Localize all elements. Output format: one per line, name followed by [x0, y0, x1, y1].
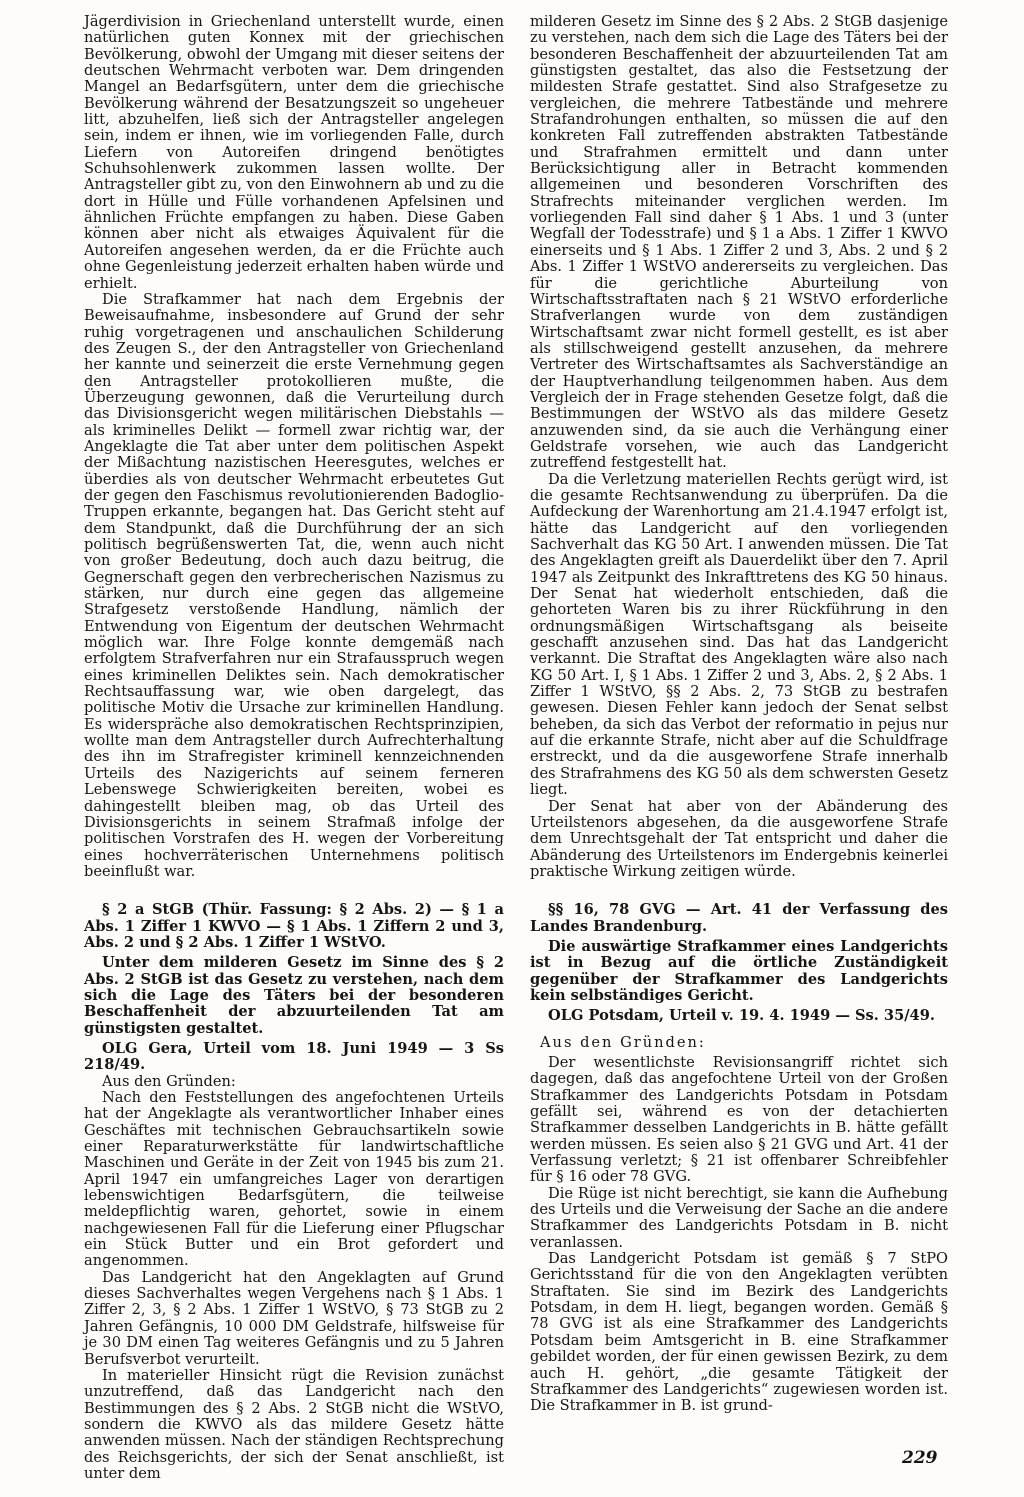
paragraph: Der wesentlichste Revisionsangriff richtet sich dagegen, daß das angefochtene Urteil von der Großen Strafkammer des Landgerichts Potsdam in Potsdam gefällt sei, während es von der detachierten Strafkammer desselben Landgerichts in B. hätte gefällt werden müssen. Es seien also § 21 GVG und Art. 41 der Verfassung verletzt; § 21 ist offenbarer Schreibfehler für § 16 oder 78 GVG. [530, 1053, 948, 1186]
paragraph: In materieller Hinsicht rügt die Revision zunächst unzutreffend, daß das Landgericht nach den Bestimmungen des § 2 Abs. 2 StGB nicht die WStVO, sondern die KWVO als das mildere Gesetz hätte anwenden müssen. Nach der ständigen Rechtsprechung des Reichsgerichts, der sich der Senat anschließt, ist unter dem [84, 1366, 504, 1482]
case-headnote: Unter dem milderen Gesetz im Sinne des § 2 Abs. 2 StGB ist das Gesetz zu verstehen, nach dem sich die Lage des Täters bei der besonderen Beschaffenheit der abzuurteilenden Tat am günstigsten gestaltet. [84, 954, 504, 1037]
paragraph: Nach den Feststellungen des angefochtenen Urteils hat der Angeklagte als verantwortlicher Inhaber eines Geschäftes mit technischen Gebrauchsartikeln sowie einer Reparaturwerkstätte für landwirtschaftliche Maschinen und Geräte in der Zeit von 1945 bis zum 21. April 1947 ein umfangreiches Lager von derartigen lebenswichtigen Bedarfsgütern, die teilweise meldepflichtig waren, gehortet, sowie in einem nachgewiesenen Fall für die Lieferung einer Pflugschar ein Stück Butter und ein Brot gefordert und angenommen. [84, 1089, 504, 1270]
right-column [530, 14, 948, 1415]
paragraph: milderen Gesetz im Sinne des § 2 Abs. 2 StGB dasjenige zu verstehen, nach dem sich die Lage des Täters bei der besonderen Beschaffenheit der abzuurteilenden Tat am günstigsten gestaltet, das also die Festsetzung der mildesten Strafe gestattet. Sind also Strafgesetze zu vergleichen, die mehrere Tatbestände und mehrere Strafandrohungen enthalten, so müssen die auf den konkreten Fall zutreffenden abstrakten Tatbestände und Strafrahmen ermittelt und dann unter Berücksichtigung aller in Betracht kommenden allgemeinen und besonderen Vorschriften des Strafrechts miteinander verglichen werden. Im vorliegenden Fall sind daher § 1 Abs. 1 und 3 (unter Wegfall der Todesstrafe) und § 1 a Abs. 1 Ziffer 1 KWVO einerseits und § 1 Abs. 1 Ziffer 2 und 3, Abs. 2 und § 2 Abs. 1 Ziffer 1 WStVO andererseits zu vergleichen. Das für die gerichtliche Aburteilung von Wirtschaftsstraftaten nach § 21 WStVO erforderliche Strafverlangen wurde von dem zuständigen Wirtschaftsamt zwar nicht formell gestellt, es ist aber als stillschweigend gestellt anzusehen, da mehrere Vertreter des Wirtschaftsamtes als Sachverständige an der Hauptverhandlung teilgenommen haben. Aus dem Vergleich der in Frage stehenden Gesetze folgt, daß die Bestimmungen der WStVO als das mildere Gesetz anzuwenden sind, da sie auch die Verhängung einer Geldstrafe vorsehen, wie auch das Landgericht zutreffend festgestellt hat. [530, 13, 948, 472]
paragraph: Die Strafkammer hat nach dem Ergebnis der Beweisaufnahme, insbesondere auf Grund der sehr ruhig vorgetragenen und anschaulichen Schilderung des Zeugen S., der den Antragsteller von Griechenland her kannte und seinerzeit die erste Vernehmung gegen den Antragsteller protokollieren mußte, die Überzeugung gewonnen, daß die Verurteilung durch das Divisionsgericht wegen militärischen Diebstahls — als kriminelles Delikt — formell zwar richtig war, der Angeklagte die Tat aber unter dem politischen Aspekt der Mißachtung nazistischen Heeresgutes, welches er überdies als von deutscher Wehrmacht erbeutetes Gut der gegen den Faschismus revolutionierenden Badoglio-Truppen erkannte, begangen hat. Das Gericht steht auf dem Standpunkt, daß die Durchführung der an sich politisch begrüßenswerten Tat, die, wenn auch nicht von großer Bedeutung, doch auch dazu beitrug, die Gegnerschaft gegen den verbrecherischen Nazismus zu stärken, nur durch eine gegen das allgemeine Strafgesetz verstoßende Handlung, nämlich der Entwendung von Eigentum der deutschen Wehrmacht möglich war. Ihre Folge konnte demgemäß nach erfolgtem Strafverfahren nur ein Strafausspruch wegen eines kriminellen Deliktes sein. Nach demokratischer Rechtsauffassung war, wie oben dargelegt, das politische Motiv die Ursache zur kriminellen Handlung. Es widerspräche also demokratischen Rechtsprinzipien, wollte man dem Antragsteller durch Aufrechterhaltung des ihn im Strafregister kriminell kennzeichnenden Urteils des Nazigerichts auf seinem ferneren Lebenswege Schwierigkeiten bereiten, wobei es dahingestellt bleiben mag, ob das Urteil des Divisionsgerichts in seinem Strafmaß infolge der politischen Vorstrafen des H. wegen der Vorbereitung eines hochverräterischen Unternehmens politisch beeinflußt war. [84, 290, 504, 880]
court-citation: OLG Potsdam, Urteil v. 19. 4. 1949 — Ss. 35/49. [548, 1007, 935, 1025]
page-number: 229 [902, 1448, 938, 1468]
subheading: Aus den Gründen: [102, 1072, 236, 1090]
paragraph: Da die Verletzung materiellen Rechts gerügt wird, ist die gesamte Rechtsanwendung zu überprüfen. Da die Aufdeckung der Warenhortung am 21.4.1947 erfolgt ist, hätte das Landgericht auf den vorliegenden Sachverhalt das KG 50 Art. I anwenden müssen. Die Tat des Angeklagten greift als Dauerdelikt über den 7. April 1947 als Zeitpunkt des Inkrafttretens des KG 50 hinaus. Der Senat hat wiederholt entschieden, daß die gehorteten Waren bis zu ihrer Rückführung in den ordnungsmäßigen Wirtschaftsgang als beiseite geschafft anzusehen sind. Das hat das Landgericht verkannt. Die Straftat des Angeklagten wäre also nach KG 50 Art. I, § 1 Abs. 1 Ziffer 2 und 3, Abs. 2, § 2 Abs. 1 Ziffer 1 WStVO, §§ 2 Abs. 2, 73 StGB zu bestrafen gewesen. Diesen Fehler kann jedoch der Senat selbst beheben, da sich das Verbot der reformatio in pejus nur auf die erkannte Strafe, nicht aber auf die Schuldfrage erstreckt, und da die ausgeworfene Strafe innerhalb des Strafrahmens des KG 50 als dem schwersten Gesetz liegt. [530, 470, 948, 799]
case-heading: §§ 16, 78 GVG — Art. 41 der Verfassung des Landes Brandenburg. [530, 901, 948, 935]
court-citation: OLG Gera, Urteil vom 18. Juni 1949 — 3 Ss 218/49. [84, 1039, 504, 1074]
paragraph: Das Landgericht Potsdam ist gemäß § 7 StPO Gerichtsstand für die von den Angeklagten verübten Straftaten. Sie sind im Bezirk des Landgerichts Potsdam, in dem H. liegt, begangen worden. Gemäß § 78 GVG ist als eine Strafkammer des Landgerichts Potsdam beim Amtsgericht in B. eine Strafkammer gebildet worden, der für einen gewissen Bezirk, zu dem auch H. gehört, „die gesamte Tätigkeit der Strafkammer des Landgerichts“ zugewiesen worden ist. Die Strafkammer in B. ist grund- [530, 1250, 948, 1415]
paragraph: Die Rüge ist nicht berechtigt, sie kann die Aufhebung des Urteils und die Verweisung der Sache an die andere Strafkammer des Landgerichts Potsdam in B. nicht veranlassen. [530, 1184, 948, 1251]
paragraph: Das Landgericht hat den Angeklagten auf Grund dieses Sachverhaltes wegen Vergehens nach § 1 Abs. 1 Ziffer 2, 3, § 2 Abs. 1 Ziffer 1 WStVO, § 73 StGB zu 2 Jahren Gefängnis, 10 000 DM Geldstrafe, hilfsweise für je 30 DM einen Tag weiteres Gefängnis und zu 5 Jahren Berufsverbot verurteilt. [84, 1268, 504, 1368]
left-column [84, 14, 504, 1482]
case-headnote: Die auswärtige Strafkammer eines Landgerichts ist in Bezug auf die örtliche Zuständigkeit gegenüber der Strafkammer des Landgerichts kein selbständiges Gericht. [530, 937, 948, 1004]
case-heading: § 2 a StGB (Thür. Fassung: § 2 Abs. 2) — § 1 a Abs. 1 Ziffer 1 KWVO — § 1 Abs. 1 Ziffern 2 und 3, Abs. 2 und § 2 Abs. 1 Ziffer 1 WStVO. [84, 901, 504, 951]
subheading: Aus den Gründen: [540, 1033, 706, 1051]
paragraph: Der Senat hat aber von der Abänderung des Urteilstenors abgesehen, da die ausgeworfene Strafe dem Unrechtsgehalt der Tat entspricht und daher die Abänderung des Urteilstenors im Endergebnis keinerlei praktische Wirkung zeitigen würde. [530, 797, 948, 880]
paragraph: Jägerdivision in Griechenland unterstellt wurde, einen natürlichen guten Konnex mit der griechischen Bevölkerung, obwohl der Umgang mit dieser seitens der deutschen Wehrmacht verboten war. Dem dringenden Mangel an Bedarfsgütern, unter dem die griechische Bevölkerung während der Besatzungszeit so ungeheuer litt, abzuhelfen, ließ sich der Antragsteller angelegen sein, indem er ihnen, wie im vorliegenden Falle, durch Liefern von Autoreifen dringend benötigtes Schuhsohlenwerk zukommen lassen wollte. Der Antragsteller gibt zu, von den Einwohnern ab und zu die dort in Hülle und Fülle vorhandenen Apfelsinen und ähnlichen Früchte empfangen zu haben. Diese Gaben können aber nicht als etwaiges Äquivalent für die Autoreifen angesehen werden, da er die Früchte auch ohne Gegenleistung jederzeit erhalten haben würde und erhielt. [84, 13, 504, 292]
